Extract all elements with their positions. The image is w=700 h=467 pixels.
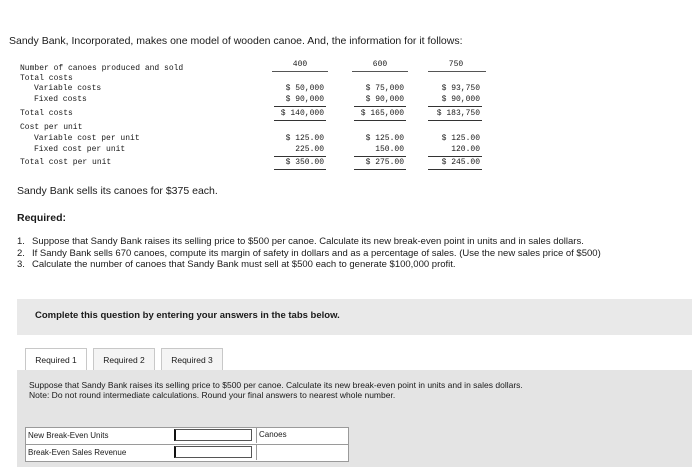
col-header-600: 600 xyxy=(372,60,388,69)
sum-rule xyxy=(428,106,482,107)
cell-fixed-cost-per-unit-400: 225.00 xyxy=(295,145,324,154)
row-label-variable-cost-per-unit: Variable cost per unit xyxy=(34,134,140,143)
answer-unit-canoes: Canoes xyxy=(256,428,349,443)
cell-fixed-cost-per-unit-750: 120.00 xyxy=(451,145,480,154)
instructions-text: Complete this question by entering your answers in the tabs below. xyxy=(35,310,340,321)
cell-total-cost-per-unit-400: $ 350.00 xyxy=(285,158,324,167)
break-even-units-input[interactable] xyxy=(174,429,252,441)
requirement-text: Calculate the number of canoes that Sandy Bank must sell at $500 each to generate $100,000 profit. xyxy=(32,259,456,270)
sum-rule xyxy=(428,156,482,157)
required-heading: Required: xyxy=(17,212,67,224)
tab-required-3[interactable]: Required 3 xyxy=(161,348,223,370)
sum-rule xyxy=(428,120,482,121)
sum-rule xyxy=(354,106,406,107)
cell-total-cost-per-unit-750: $ 245.00 xyxy=(441,158,480,167)
panel-instructions xyxy=(29,380,669,400)
tab-required-1[interactable]: Required 1 xyxy=(25,348,87,370)
row-label-variable-costs: Variable costs xyxy=(34,84,102,93)
instructions-banner xyxy=(17,299,692,335)
panel-note: Note: Do not round intermediate calculations. Round your final answers to nearest whole number. xyxy=(29,390,396,400)
answer-panel xyxy=(17,370,692,467)
header-rule xyxy=(352,71,408,72)
requirement-number: 2. xyxy=(17,247,25,259)
cell-total-costs-600: $ 165,000 xyxy=(360,109,404,118)
sum-rule xyxy=(354,120,406,121)
cell-variable-cost-per-unit-600: $ 125.00 xyxy=(365,134,404,143)
answer-grid xyxy=(25,427,349,462)
answer-label-break-even-units: New Break-Even Units xyxy=(28,431,109,440)
requirement-item xyxy=(17,248,692,260)
sum-rule xyxy=(274,156,326,157)
row-label-total-cost-per-unit: Total cost per unit xyxy=(20,158,112,167)
cell-total-cost-per-unit-600: $ 275.00 xyxy=(365,158,404,167)
row-label-fixed-costs: Fixed costs xyxy=(34,95,87,104)
cell-fixed-costs-600: $ 90,000 xyxy=(365,95,404,104)
cell-total-costs-750: $ 183,750 xyxy=(436,109,480,118)
sum-rule xyxy=(274,106,326,107)
answer-row xyxy=(26,428,348,445)
sum-rule xyxy=(354,169,406,170)
break-even-sales-input[interactable] xyxy=(174,446,252,458)
tab-required-2[interactable]: Required 2 xyxy=(93,348,155,370)
row-label-total-costs-heading: Total costs xyxy=(20,74,73,83)
row-label-fixed-cost-per-unit: Fixed cost per unit xyxy=(34,145,126,154)
requirement-number: 3. xyxy=(17,259,25,270)
requirement-text: Suppose that Sandy Bank raises its selling price to $500 per canoe. Calculate its new break-even point in units and in sales dollars. xyxy=(32,236,584,247)
header-rule xyxy=(272,71,328,72)
answer-unit-sales xyxy=(256,445,349,460)
cell-fixed-costs-750: $ 90,000 xyxy=(441,95,480,104)
col-header-400: 400 xyxy=(292,60,308,69)
cell-fixed-costs-400: $ 90,000 xyxy=(285,95,324,104)
cell-total-costs-400: $ 140,000 xyxy=(280,109,324,118)
col-header-750: 750 xyxy=(448,60,464,69)
requirement-item xyxy=(17,259,692,271)
header-rule xyxy=(428,71,486,72)
cost-table xyxy=(20,60,490,172)
cell-variable-cost-per-unit-400: $ 125.00 xyxy=(285,134,324,143)
sum-rule xyxy=(354,156,406,157)
selling-price-text: Sandy Bank sells its canoes for $375 each. xyxy=(17,185,218,197)
answer-label-break-even-sales: Break-Even Sales Revenue xyxy=(28,448,127,457)
cell-variable-costs-750: $ 93,750 xyxy=(441,84,480,93)
requirement-item xyxy=(17,236,692,248)
sum-rule xyxy=(428,169,482,170)
row-label-units: Number of canoes produced and sold xyxy=(20,64,184,73)
sum-rule xyxy=(274,120,326,121)
cell-variable-cost-per-unit-750: $ 125.00 xyxy=(441,134,480,143)
requirement-text: If Sandy Bank sells 670 canoes, compute its margin of safety in dollars and as a percentage of sales. (Use the new sales price of $500) xyxy=(32,247,601,259)
row-label-total-costs: Total costs xyxy=(20,109,73,118)
requirement-number: 1. xyxy=(17,236,25,247)
cell-fixed-cost-per-unit-600: 150.00 xyxy=(375,145,404,154)
requirements-list xyxy=(17,236,692,271)
cell-variable-costs-400: $ 50,000 xyxy=(285,84,324,93)
answer-row xyxy=(26,445,348,461)
cell-variable-costs-600: $ 75,000 xyxy=(365,84,404,93)
sum-rule xyxy=(274,169,326,170)
panel-instruction-text: Suppose that Sandy Bank raises its selling price to $500 per canoe. Calculate its new break-even point in units and in sales dollars. xyxy=(29,380,523,390)
row-label-cost-per-unit: Cost per unit xyxy=(20,123,83,132)
intro-text: Sandy Bank, Incorporated, makes one model of wooden canoe. And, the information for it follows: xyxy=(9,35,463,47)
